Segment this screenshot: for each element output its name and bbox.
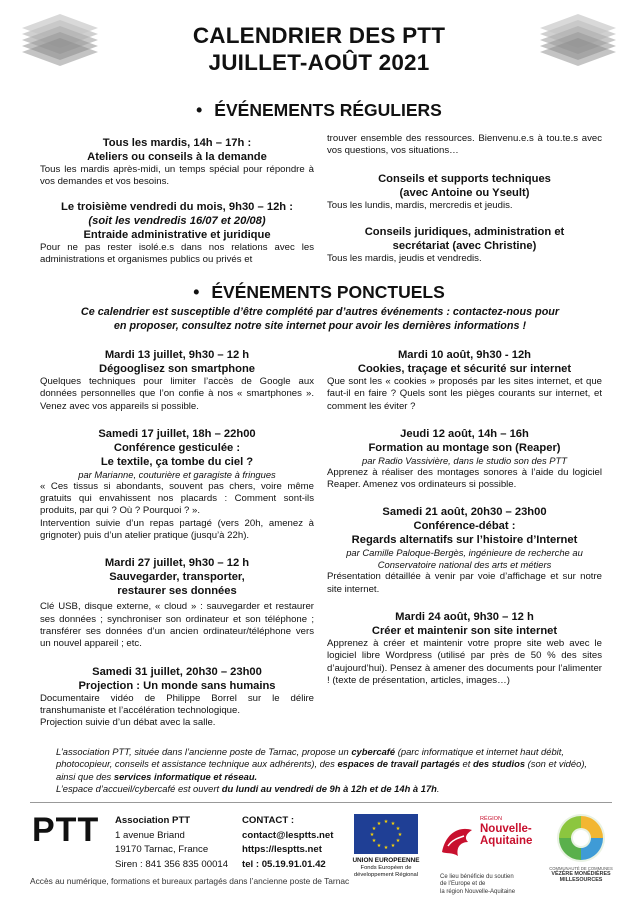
event-name: Conférence gesticulée : (113, 441, 241, 454)
event-name: Sauvegarder, transporter, (109, 571, 245, 584)
contact-website[interactable]: https://lesptts.net (242, 844, 322, 855)
event-name: Formation au montage son (Reaper) (368, 441, 561, 454)
event-description: Présentation détaillée à venir par voie d’affichage et sur notre site internet. (327, 571, 602, 595)
event-description-continued: trouver ensemble des ressources. Bienvenu.e.s à tou.te.s avec vos questions, vos situations… (327, 133, 602, 157)
svg-text:★: ★ (390, 821, 396, 827)
swirl-emblem-icon (555, 812, 607, 864)
event-name: Créer et maintenir son site internet (371, 625, 558, 638)
event-date: Mardi 24 août, 9h30 – 12 h (395, 611, 534, 624)
event-description: Documentaire vidéo de Philippe Borrel sur le délire transhumaniste et l’accélération technologique. Projection suivie d’un débat avec la salle. (40, 692, 314, 729)
event-title: Conseils juridiques, administration et (364, 225, 565, 238)
contact-phone: tel : 05.19.91.01.42 (242, 858, 326, 870)
punctual-event (327, 348, 602, 413)
event-date: Mardi 10 août, 9h30 - 12h (397, 349, 532, 361)
lion-emblem-icon (438, 822, 478, 862)
event-date: Samedi 17 juillet, 18h – 22h00 (98, 427, 256, 440)
event-title: Le troisième vendredi du mois, 9h30 – 12h : (61, 200, 293, 213)
contact-block (242, 814, 333, 872)
contact-email[interactable]: contact@lesptts.net (242, 829, 334, 841)
event-name-line-2: Le textile, ça tombe du ciel ? (100, 455, 254, 468)
event-subtitle: Ateliers ou conseils à la demande (87, 151, 267, 163)
punctual-event (40, 348, 314, 413)
punctual-left-column (40, 348, 314, 739)
event-name: Dégooglisez son smartphone (98, 363, 256, 375)
event-title: Tous les mardis, 14h – 17h : (102, 137, 252, 149)
eu-logo: ★ ★ ★ ★ ★ ★ ★ ★ ★ ★ ★ ★ UNION EUROPEENNE Fonds Européen de développement Régional (346, 814, 426, 879)
event-date: Samedi 31 juillet, 20h30 – 23h00 (92, 665, 262, 678)
event-name: Conférence-débat : (413, 520, 516, 533)
svg-text:★: ★ (397, 832, 403, 838)
event-speaker: par Marianne, couturière et garagiste à fringues (78, 468, 276, 480)
event-name-line-2: restaurer ses données (117, 585, 237, 598)
contact-label: CONTACT : (242, 815, 295, 826)
regular-event (40, 136, 314, 189)
punctual-intro: Ce calendrier est susceptible d’être complété par d’autres événements : contactez-nous pour en proposer, consultez notre site internet pour avoir les dernières informations ! (80, 306, 560, 332)
event-title: Conseils et supports techniques (378, 172, 551, 185)
svg-text:★: ★ (395, 838, 401, 844)
punctual-event (40, 665, 314, 730)
page-title (110, 22, 528, 76)
svg-text:★: ★ (369, 832, 375, 838)
event-name-line-2: Regards alternatifs sur l’histoire d’Internet (351, 534, 578, 547)
event-date: Samedi 21 août, 20h30 – 23h00 (382, 506, 547, 519)
regular-event (40, 200, 314, 267)
regular-event (327, 225, 602, 265)
event-date: Jeudi 12 août, 14h – 16h (400, 427, 529, 440)
svg-text:★: ★ (383, 845, 389, 851)
vezere-monedieres-logo: COMMUNAUTÉ DE COMMUNES VÉZÈRE MONÉDIÈRES MILLESOURCES (548, 812, 614, 884)
event-description: Apprenez à créer et maintenir votre propre site web avec le logiciel libre Wordpress (utilisé par près de 50 % des sites d’aujourd’hui). Pensez à amener des documents pour l’alimenter ! (texte de présentation, articles, images…) (327, 638, 602, 686)
event-name: Cookies, traçage et sécurité sur internet (357, 363, 572, 375)
footer-divider (30, 802, 612, 803)
punctual-event (327, 610, 602, 687)
svg-text:★: ★ (371, 838, 377, 844)
event-date: Mardi 13 juillet, 9h30 – 12 h (104, 349, 250, 361)
event-description: Tous les mardis après-midi, un temps spécial pour répondre à vos demandes et vos besoins. (40, 164, 314, 188)
stacked-diamonds-icon (540, 14, 616, 66)
calendar-page: CALENDRIER DES PTT JUILLET-AOÛT 2021 • ÉVÉNEMENTS RÉGULIERS Tous les mardis, 14h – 17h : Ateliers ou conseils à la demande Tous les mardis après-midi, un temps spécial pour répondre à vos demandes et vos besoins. Le troisième vendredi du mois, 9h30 – 12h : (soit les vendredis 16/07 et 20/08) Entraide administrative et juridique Pour ne pas rester isolé.e.s dans nos relations avec les administrations et organismes publics ou privés et trouver ensemble des ressources. Bienvenu.e.s à tou.te.s avec vos questions, vos situations… Conseils et supports techniques (avec Antoine ou Yseult) Tous les lundis, mardis, mercredis et jeudis. Conseils juridiques, administration et secrétariat (avec Christine) Tous les mardis, jeudis et vendredis. • ÉVÉNEMENTS PONCTUELS Ce calendrier est susceptible d’être complété par d’autres événements : contactez-nous pour en proposer, consultez notre site internet pour avoir les dernières informations ! Mardi 13 juillet, 9h30 – 12 h Dégooglisez son smartphone Quelques techniques pour limiter l’accès de Google aux données personnelles que l’on confie à nos « smartphones ». Venez avec vos appareils si possible. Samedi 17 juillet, 18h – 22h00 Conférence gesticulée : Le textile, ça tombe du ciel ? par Marianne, couturière et garagiste à fringues « Ces tissus si abondants, souvent pas chers, voire même gratuits qui envahissent nos placards : Comment sont-ils produits, par qui ? Où ? Pourquoi ? ». Intervention suivie d’un repas partagé (vers 20h, amenez à grignoter) puis d’un atelier pratique (jusqu’à 22h). Mardi 27 juillet, 9h30 – 12 h Sauvegarder, transporter, restaurer ses données Clé USB, disque externe, « cloud » : sauvegarder et restaurer ses données ; synchroniser son ordinateur et son téléphone ; transférer ses données d’un ancien ordinateur/téléphone vers un nouvel appareil ; etc. Samedi 31 juillet, 20h30 – 23h00 Projection : Un monde sans humains Documentaire vidéo de Philippe Borrel sur le délire transhumaniste et l’accélération technologique. Projection suivie d’un débat avec la salle. Mardi 10 août, 9h30 - 12h Cookies, traçage et sécurité sur internet Que sont les « cookies » proposés par les sites internet, et que faut-il en faire ? Quels sont les pièges courants sur internet, et comment les éviter ? Jeudi 12 août, 14h – 16h Formation au montage son (Reaper) par Radio Vassivière, dans le studio son des PTT Apprenez à réaliser des montages sonores à l’aide du logiciel Reaper. Amenez vos ordinateurs si possible. Samedi 21 août, 20h30 – 23h00 Conférence-débat : Regards alternatifs sur l’histoire d’Internet par Camille Paloque-Bergès, ingénieure de recherche au Conservatoire national des arts et métiers Présentation détaillée à venir par voie d’affichage et sur notre site internet. Mardi 24 août, 9h30 – 12 h Créer et maintenir son site internet Apprenez à créer et maintenir votre propre site web avec le logiciel libre Wordpress (utilisé par près de 50 % des sites d’aujourd’hui). Pensez à amener des documents pour l’alimenter ! (texte de présentation, articles, images…) L’association PTT, située dans l’ancienne poste de Tarnac, propose un cybercafé (parc informatique et internet haut débit, photocopieur, conseils et assistance technique aux adhérents), des espaces de travail partagés et des studios (son et vidéo), ainsi que des services informatique et réseau. L’espace d’accueil/cybercafé est ouvert du lundi au vendredi de 9h à 12h et de 14h à 17h. PTT Association PTT 1 avenue Briand 19170 Tarnac, France Siren : 841 356 835 00014 CONTACT : contact@lesptts.net https://lesptts.net tel : 05.19.91.01.42 ★ ★ ★ ★ ★ ★ ★ ★ ★ ★ ★ ★ UNION EUROPEENNE Fonds Européen de développement Régional RÉGION Nouvelle- Aquitaine Ce lieu bénéficie du soutien de l’Europe et de la région Nouvelle-Aquitaine COMMUNAUTÉ DE COMMUNES VÉZÈRE MONÉDIÈRES MILLESOURCES Accès au numérique, formations et bureaux partagés dans l’ancienne poste de Tarnac (0, 0, 638, 900)
svg-text:★: ★ (376, 821, 382, 827)
svg-text:★: ★ (371, 826, 377, 832)
event-date: Mardi 27 juillet, 9h30 – 12 h (104, 557, 250, 570)
event-subtitle: secrétariat (avec Christine) (392, 239, 537, 252)
event-description: Pour ne pas rester isolé.e.s dans nos relations avec les administrations et organismes publics ou privés et (40, 241, 314, 265)
event-description: Clé USB, disque externe, « cloud » : sauvegarder et restaurer ses données ; synchroniser son ordinateur et son téléphone ; transférer ses données d’un ancien ordinateur/téléphone vers un nouvel appareil ; etc. (40, 601, 314, 650)
event-description: Tous les lundis, mardis, mercredis et jeudis. (327, 199, 513, 211)
bullet-icon: • (193, 282, 200, 302)
punctual-right-column (327, 348, 602, 697)
punctual-event (40, 427, 314, 542)
svg-text:★: ★ (390, 843, 396, 849)
note-paragraph-1: L’association PTT, située dans l’ancienne poste de Tarnac, propose un cybercafé (parc informatique et internet haut débit, photocopieur, conseils et assistance technique aux adhérents), des espaces de travail partagés et des studios (son et vidéo), ainsi que des services informatique et réseau. (56, 746, 588, 782)
ptt-logo: PTT (32, 811, 100, 849)
association-address: Association PTT 1 avenue Briand 19170 Tarnac, France Siren : 841 356 835 00014 (115, 815, 229, 870)
association-note (40, 746, 602, 796)
event-description: Tous les mardis, jeudis et vendredis. (327, 252, 482, 264)
footer-tagline: Accès au numérique, formations et bureaux partagés dans l’ancienne poste de Tarnac (30, 876, 350, 886)
funding-notice: Ce lieu bénéficie du soutien de l’Europe et de la région Nouvelle-Aquitaine (440, 874, 516, 895)
punctual-events-heading: • ÉVÉNEMENTS PONCTUELS (193, 282, 445, 302)
title-line-1: CALENDRIER DES PTT (192, 23, 446, 48)
punctual-event (327, 427, 602, 492)
event-name: Projection : Un monde sans humains (78, 679, 276, 692)
event-subtitle: (avec Antoine ou Yseult) (399, 186, 530, 199)
eu-flag-icon (354, 814, 418, 854)
svg-text:★: ★ (376, 843, 382, 849)
event-dates: (soit les vendredis 16/07 et 20/08) (88, 214, 266, 227)
regular-right-column (327, 133, 602, 275)
stacked-diamonds-icon (22, 14, 98, 66)
event-subtitle: Entraide administrative et juridique (83, 228, 271, 241)
punctual-event (327, 505, 602, 596)
event-speaker: par Radio Vassivière, dans le studio son des PTT (362, 454, 567, 466)
event-speaker: par Camille Paloque-Bergès, ingénieure de recherche au Conservatoire national des arts et métiers (346, 547, 583, 571)
title-line-2: JUILLET-AOÛT 2021 (208, 50, 430, 75)
event-description: Apprenez à réaliser des montages sonores à l’aide du logiciel Reaper. Amenez vos ordinateurs si possible. (327, 466, 602, 491)
regular-event (327, 172, 602, 212)
svg-text:★: ★ (383, 819, 389, 825)
svg-text:★: ★ (395, 826, 401, 832)
note-paragraph-2: L’espace d’accueil/cybercafé est ouvert du lundi au vendredi de 9h à 12h et de 14h à 17h. (56, 783, 440, 795)
bullet-icon: • (196, 100, 203, 120)
event-description: Que sont les « cookies » proposés par les sites internet, et que faut-il en faire ? Quels sont les pièges courants sur internet, et comment les éviter ? (327, 376, 602, 412)
punctual-event (40, 556, 314, 650)
regular-left-column (40, 136, 314, 276)
regular-events-heading: • ÉVÉNEMENTS RÉGULIERS (196, 100, 442, 120)
event-description: « Ces tissus si abondants, souvent pas chers, voire même gratuits qui envahissent nos placards : Comment sont-ils produits, par qui ? Où ? Pourquoi ? ». Intervention suivie d’un repas partagé (vers 20h, amenez à grignoter) puis d’un atelier pratique (jusqu’à 22h). (40, 480, 314, 542)
event-description: Quelques techniques pour limiter l’accès de Google aux données personnelles que l’on confie à nos « smartphones ». Venez avec vos appareils si possible. (40, 376, 314, 412)
